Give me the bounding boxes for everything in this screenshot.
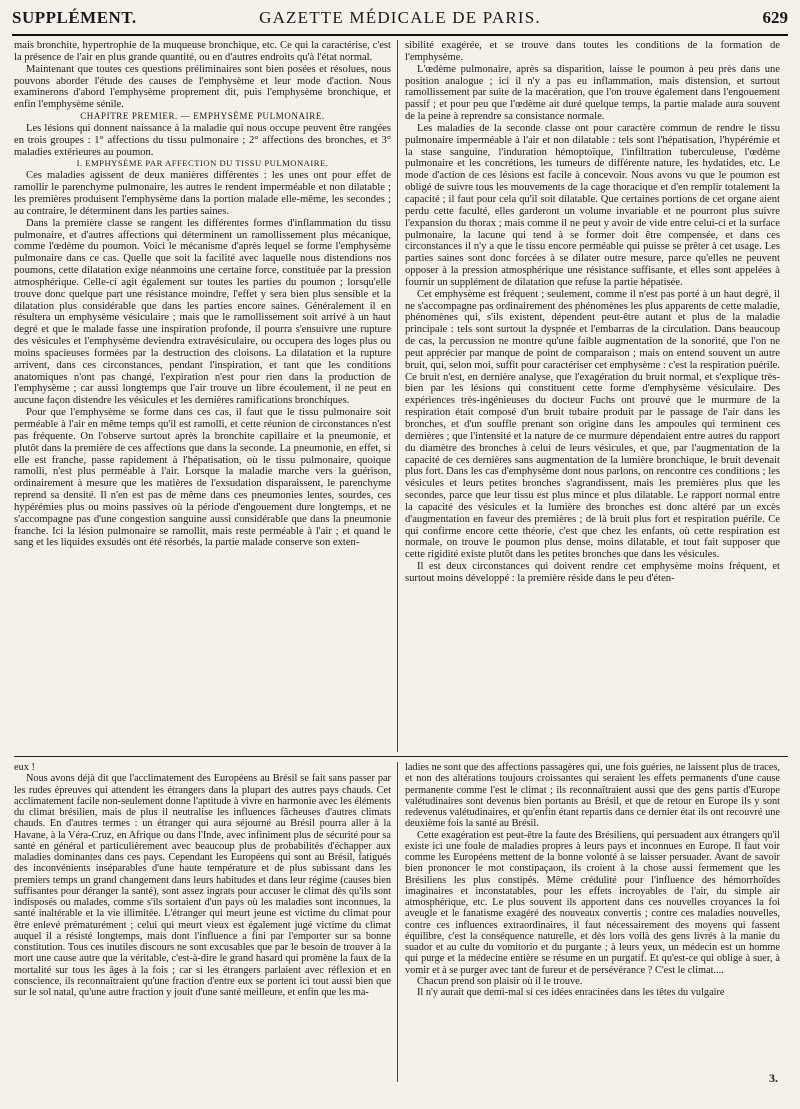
feuilleton-right-column [397, 762, 780, 1082]
signature-mark: 3. [769, 1071, 778, 1085]
chapter-heading: CHAPITRE PREMIER. — EMPHYSÈME PULMONAIRE. [80, 111, 325, 122]
paragraph: Pour que l'emphysème se forme dans ces cas, il faut que le tissu pulmonaire soit perméable à l'air en même temps qu'il est ramolli, et cette réunion de circonstances n'est pas fréquente. On l'observe surtout après la bronchite capillaire et la pneumonie, et plutôt dans la première de ces affections que dans la seconde. La pneumonie, en effet, si elle est franche, passe rapidement à l'hépatisation, où le tissu pulmonaire, quoique ramolli, n'est plus perméable à l'air. Lorsque la maladie marche vers la guérison, ordinairement à mesure que les matières de l'exsudation disparaissent, le parenchyme reprend sa densité. Il n'en est pas de même dans ces pneumonies lentes, sourdes, ces hypérémies plus ou moins passives où la période d'engouement dure longtemps, et ne s'accompagne pas d'une congestion sanguine aussi considérable que dans la pneumonie franche. Ici la lésion pulmonaire se ramollit, mais reste perméable à l'air ; et quand le sang et les liquides exsudés ont été résorbés, la partie malade conserve son exten- [14, 407, 391, 549]
paragraph: mais bronchite, hypertrophie de la muqueuse bronchique, etc. Ce qui la caractérise, c'est la présence de l'air en plus grande quantité, ou en d'autres endroits qu'à l'état normal. [14, 40, 391, 63]
feuilleton-left-column [14, 762, 397, 1082]
feuilleton-divider [14, 756, 788, 757]
paragraph: Les lésions qui donnent naissance à la maladie qui nous occupe peuvent être rangées en trois groupes : 1° affections du tissu pulmonaire ; 2° affections des bronches, et 3° maladies extérieures au poumon. [14, 122, 391, 158]
paragraph: Cet emphysème est fréquent ; seulement, comme il n'est pas porté à un haut degré, il ne s'accompagne pas ordinairement des phénomènes les plus apparents de cette maladie, phénomènes qui, s'ils existent, dépendent peut-être autant et plus de la maladie principale : tels sont surtout la dyspnée et l'embarras de la circulation. Dans beaucoup de cas, la percussion ne montre qu'une faible augmentation de la sonorité, que l'on ne peut apprécier par manque de point de comparaison ; mais on entend souvent un autre bruit, qui, selon moi, suffit pour caractériser cet emphysème : c'est la respiration puérile. Ce bruit n'est, en dernière analyse, que l'exagération du bruit normal, et s'explique très-bien par les lésions qui constituent cette forme d'emphysème vésiculaire. Des expériences très-ingénieuses du docteur Fuchs ont prouvé que le murmure de la respiration était composé d'un bruit tubaire produit par le passage de l'air dans les bronches, et d'un souffle prenant son origine dans les ampoules qui terminent ces dernières ; que l'intensité et la nature de ce murmure dépendaient entre autres du rapport du diamètre des bronches à celui de leurs vésicules, et que, par l'augmentation de la capacité de ces dernières sans augmentation de la lumière bronchique, le bruit devenait plus fort. Dans les cas d'emphysème dont nous parlons, on rencontre ces conditions ; les vésicules et leurs petites bronches s'agrandissent, mais les premières plus que les secondes, parce que leur tissu est plus mince et plus dilatable. Le rapport normal entre la capacité des vésicules et la lumière des bronches est donc altéré par un excès d'augmentation en faveur des premières ; de là bruit plus fort et respiration puérile. Ce qui confirme encore cette théorie, c'est que chez les enfants, où cette respiration est normale, on trouve le poumon plus dense, moins dilatable, et tout fait supposer que cette rigidité existe plutôt dans les petites bronches que dans les vésicules. [405, 288, 780, 561]
paragraph: Dans la première classe se rangent les différentes formes d'inflammation du tissu pulmonaire, et d'autres affections qui déterminent un ramollissement plus mécanique, comme l'œdème du poumon. Voici le mécanisme d'après lequel se forme l'emphysème pulmonaire dans ce cas. Quelle que soit la facilité avec laquelle nous distendions nos poumons, cette dilatation exige néanmoins une certaine force, constituée par la pression atmosphérique. Celle-ci agit également sur toutes les parties du poumon ; lorsqu'elle trouve donc quelque part une résistance moindre, l'effet y sera bien plus sensible et la dilatation plus considérable que dans les parties encore saines. Généralement il en résultera un emphysème vésiculaire ; mais que le ramollissement soit arrivé à un haut degré et que le malade fasse une inspiration profonde, il pourra s'ensuivre une rupture des vésicules et l'emphysème deviendra extravésiculaire, ou occupera des loges plus ou moins spacieuses formées par la destruction des cloisons. La dilatation et la rupture arrivent, dans ces circonstances, pendant l'inspiration, et tant que les conditions anatomiques n'ont pas changé, l'expiration n'est pour rien dans la production de l'emphysème ; car aussi longtemps que l'air trouve un libre écoulement, il ne peut en aucune façon distendre les vésicules et les dernières ramifications bronchiques. [14, 217, 391, 407]
paragraph: Cette exagération est peut-être la faute des Brésiliens, qui persuadent aux étrangers qu'il existe ici une foule de maladies propres à leurs pays et inconnues en Europe. Il faut voir comme les Européens mettent de la bonne volonté à se laisser persuader. Avant de savoir bien prononcer le mot constipaçaon, ils croient à la chose aussi fermement que les Brésiliens les plus constipés. Même crédulité pour l'influence des hémorrhoïdes imaginaires et inconstatables, pour les effets incroyables de l'air, du simple air atmosphérique, etc. Le plus souvent ils apportent dans ces nouvelles croyances la foi aveugle et le fanatisme exagéré des nouveaux convertis ; contre ces maladies nouvelles, contre ces influences extraordinaires, il faut nécessairement des moyens qui fassent équilibre, c'est la conséquence naturelle, et dès lors voilà des gens livrés à la manie du suador et au culte du vomitorio et du purgante ; à leurs yeux, un médecin est un homme qui purge et la médecine entière se résume en un purgatif. Et qu'est-ce qui oblige à suer, à vomir et à se purger avec tant de fureur et de persévérance ? C'est le climat.... [405, 829, 780, 976]
header-supplement: SUPPLÉMENT. [12, 8, 137, 27]
paragraph: ladies ne sont que des affections passagères qui, une fois guéries, ne laissent plus de traces, et non des altérations toujours croissantes qui seraient les effets permanents d'une cause permanente comme l'est le climat ; ils reconnaîtraient aussi que des gens partis d'Europe valétudinaires sont devenus bien portants au Brésil, et que de retour en Europe ils y sont redevenus valétudinaires, et qu'enfin étant repartis dans ce dernier état ils ont recouvré une deuxième fois la santé au Brésil. [405, 762, 780, 830]
paragraph: Ces maladies agissent de deux manières différentes : les unes ont pour effet de ramollir le parenchyme pulmonaire, les autres le rendent imperméable et non dilatable ; les premières produisent l'emphysème dans la portion malade elle-même, les secondes ; au contraire, le déterminent dans les parties saines. [14, 170, 391, 217]
page-header [12, 8, 788, 36]
paragraph: Chacun prend son plaisir où il le trouve. [417, 975, 583, 987]
header-page-number: 629 [762, 8, 788, 27]
paragraph: Il n'y aurait que demi-mal si ces idées enracinées dans les têtes du vulgaire [417, 987, 725, 998]
feuilleton-columns [14, 762, 788, 1082]
paragraph: L'œdème pulmonaire, après sa disparition, laisse le poumon à peu près dans une position analogue ; ici il n'y a pas eu inflammation, mais distension, et surtout ramollissement par suite de la macération, que l'on trouve également dans l'engouement passif ; et pour peu que l'œdème ait duré quelque temps, la partie malade aura souvent de la peine à reprendre sa consistance normale. [405, 63, 780, 123]
article-right-column [397, 40, 780, 752]
paragraph: Il est deux circonstances qui doivent rendre cet emphysème moins fréquent, et surtout moins développé : la première réside dans le peu d'éten- [405, 561, 780, 584]
paragraph: eux ! [14, 762, 35, 773]
article-columns [14, 40, 788, 752]
paragraph: Maintenant que toutes ces questions préliminaires sont bien posées et résolues, nous pouvons aborder l'étude des causes de l'emphysème et leur mode d'action. Nous examinerons d'abord l'emphysème proprement dit, puis l'emphysème bronchique, et enfin l'emphysème sénile. [14, 63, 391, 111]
header-journal-title: GAZETTE MÉDICALE DE PARIS. [259, 8, 541, 27]
section-heading: I. EMPHYSÈME PAR AFFECTION DU TISSU PULMONAIRE. [76, 158, 329, 169]
paragraph: sibilité exagérée, et se trouve dans toutes les conditions de la formation de l'emphysème. [405, 40, 780, 63]
paragraph: Nous avons déjà dit que l'acclimatement des Européens au Brésil se fait sans passer par les rudes épreuves qui attendent les étrangers dans la plupart des autres pays chauds. Cet acclimatement facile non-seulement donne l'aptitude à vivre en harmonie avec les éléments du climat brésilien, mais de plus il neutralise les influences fâcheuses d'autres climats chauds. En d'autres termes : un étranger qui aura séjourné au Brésil pourra aller à la Havane, à la Véra-Cruz, en Afrique ou dans l'Inde, avec infiniment plus de sécurité pour sa santé en général et particulièrement avec beaucoup plus de probabilités d'échapper aux maladies dominantes dans ces pays. Cependant les Européens qui sont au Brésil, fatigués des inconvénients inséparables d'une haute température et de plus subissant dans les premiers temps un grand changement dans leurs habitudes et dans leur régime (causes bien suffisantes pour déranger la santé), sont assez ingrats pour accuser le climat dès qu'ils sont indisposés ou malades, comme s'ils sortaient d'un pays où les maladies sont inconnues, la santé inaltérable et la vie illimitée. L'étranger qui meurt jeune est victime du climat pour être enlevé prématurément ; celui qui meurt vieux est également jugé victime du climat auquel il a résisté longtemps, mais dont l'influence a fini par l'emporter sur sa bonne constitution. Tous ces inutiles discours ne sont excusables que par le besoin de trouver à la mort une cause autre que la véritable, c'est-à-dire le grand hasard qui promène la faux de la mortalité sur tous les âges à la fois ; car si les étrangers parlaient avec réflexion et en conscience, ils reconnaîtraient qu'une fraction d'entre eux se portent ici tout aussi bien que sur le sol natal, qu'une autre fraction y jouit d'une santé meilleure, et enfin que les ma- [14, 773, 391, 998]
article-left-column [14, 40, 397, 752]
paragraph: Les maladies de la seconde classe ont pour caractère commun de rendre le tissu pulmonaire imperméable à l'air et non dilatable : tels sont l'hépatisation, l'hypérémie et la stase sanguine, l'induration hémoptoïque, l'infiltration tuberculeuse, l'œdème pulmonaire et les concrétions, les tumeurs de différente nature, les hydatides, etc. Le mode d'action de ces lésions est facile à concevoir. Nous avons vu que le poumon est obligé de suivre tous les mouvements de la cage thoracique et d'en remplir totalement la capacité ; il faut pour cela qu'il soit dilatable. Que certaines portions de cet organe aient perdu cette faculté, elles garderont un volume invariable et ne pourront plus suivre l'expansion du thorax ; mais comme il ne peut y avoir de vide entre celui-ci et la surface pulmonaire, la lacune qui tend à se former doit être compensée, et dans ces circonstances il n'y a que le tissu encore perméable qui puisse se prêter à cet usage. Les parties saines sont donc forcées à se dilater outre mesure, parce qu'elles ne peuvent opposer à la pression atmosphérique une résistance suffisante, et elles sont appelées à fournir un supplément de dilatation que refuse la partie hépatisée. [405, 122, 780, 288]
